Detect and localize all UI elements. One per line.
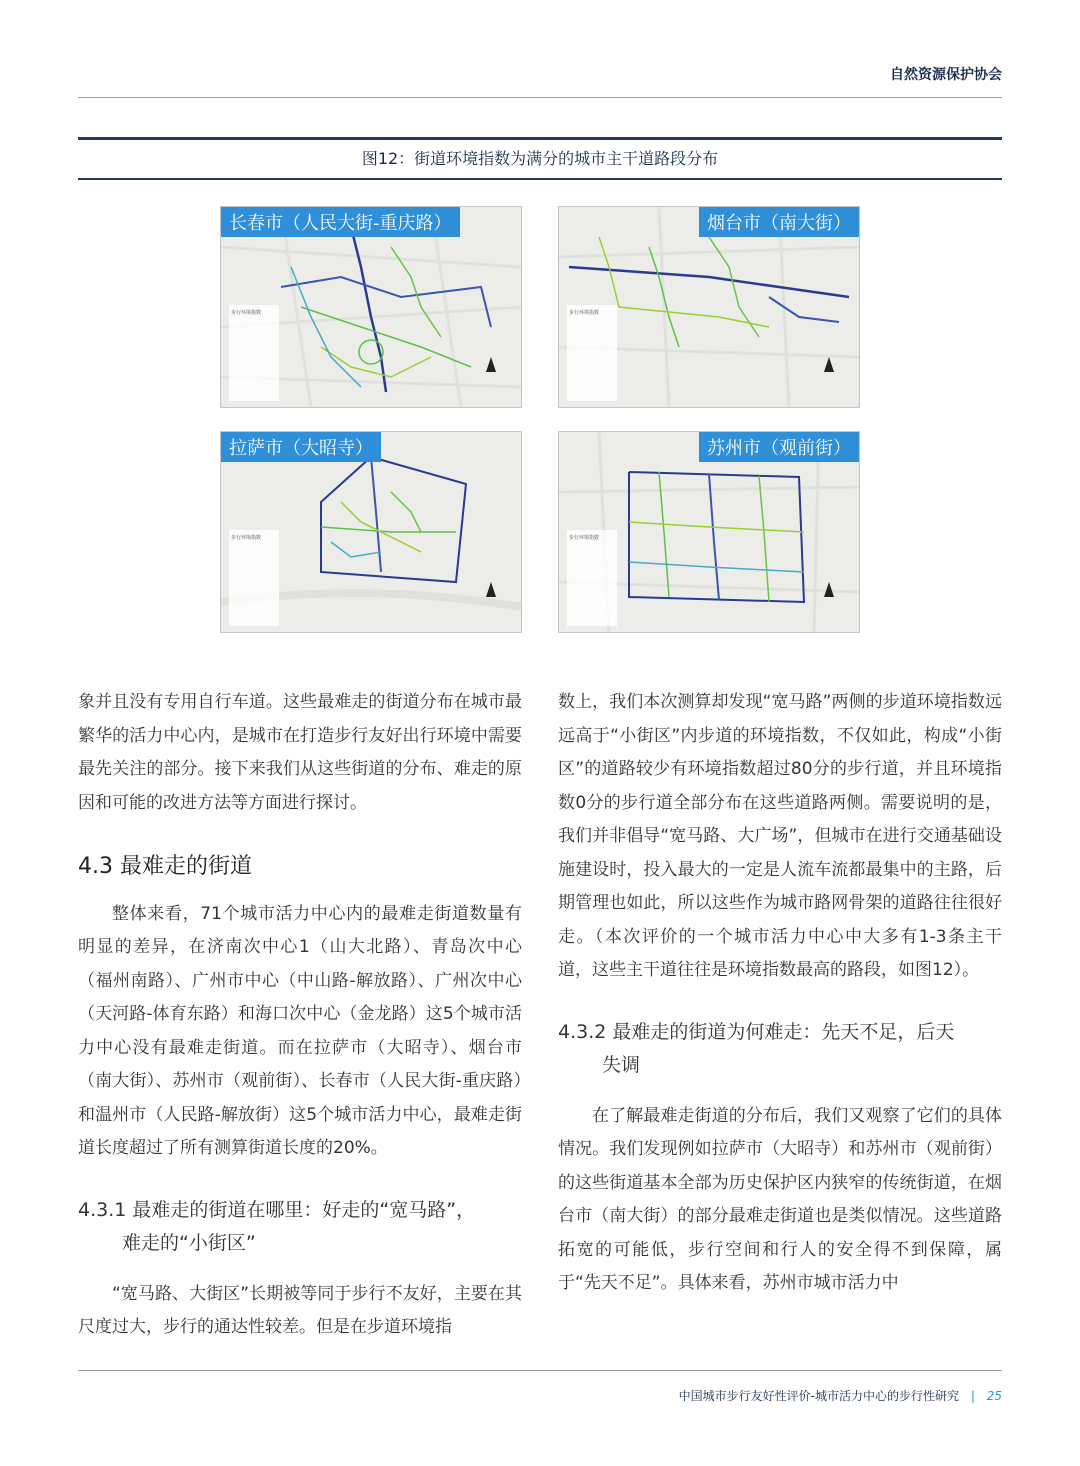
page-number: 25 xyxy=(986,1389,1002,1403)
map-title: 长春市（人民大街-重庆路） xyxy=(221,207,460,237)
paragraph: 象并且没有专用自行车道。这些最难走的街道分布在城市最繁华的活力中心内，是城市在打造步行友好出行环境中需要最先关注的部分。接下来我们从这些街道的分布、难走的原因和可能的改进方法等方面进行探讨。 xyxy=(78,692,522,813)
map-title: 烟台市（南大街） xyxy=(699,207,859,237)
legend-title: 步行环境指数 xyxy=(231,310,262,316)
subsection-heading xyxy=(78,1194,522,1260)
paragraph: “宽马路、大街区”长期被等同于步行不友好，主要在其尺度过大，步行的通达性较差。但是在步道环境指 xyxy=(78,1283,522,1337)
legend-title: 步行环境指数 xyxy=(569,535,600,541)
organization-name: 自然资源保护协会 xyxy=(890,67,1002,83)
section-heading: 4.3 最难走的街道 xyxy=(78,854,252,879)
map-suzhou xyxy=(558,431,860,633)
footer-title: 中国城市步行友好性评价-城市活力中心的步行性研究 xyxy=(678,1389,960,1403)
footer xyxy=(679,1387,1002,1404)
map-suzhou-graphic xyxy=(559,432,859,632)
subsection-heading-line2: 难走的“小街区” xyxy=(122,1231,256,1254)
map-title: 拉萨市（大昭寺） xyxy=(221,432,381,462)
figure-bottom-rule xyxy=(78,178,1002,180)
legend-title: 步行环境指数 xyxy=(569,310,600,316)
legend-title: 步行环境指数 xyxy=(231,535,262,541)
map-yantai-graphic xyxy=(559,207,859,407)
paragraph: 数上，我们本次测算却发现“宽马路”两侧的步道环境指数远远高于“小街区”内步道的环境指数，不仅如此，构成“小街区”的道路较少有环境指数超过80分的步行道，并且环境指数0分的步行道全部分布在这些道路两侧。需要说明的是，我们并非倡导“宽马路、大广场”，但城市在进行交通基础设施建设时，投入最大的一定是人流车流都最集中的主路，后期管理也如此，所以这些作为城市路网骨架的道路往往很好走。（本次评价的一个城市活力中心中大多有1-3条主干道，这些主干道往往是环境指数最高的路段，如图12）。 xyxy=(558,692,1002,980)
map-changchun xyxy=(220,206,522,408)
right-column xyxy=(558,686,1002,1301)
figure-top-rule xyxy=(78,137,1002,140)
figure-caption: 图12：街道环境指数为满分的城市主干道路段分布 xyxy=(361,149,719,168)
map-title: 苏州市（观前街） xyxy=(699,432,859,462)
paragraph: 整体来看，71个城市活力中心内的最难走街道数量有明显的差异，在济南次中心1（山大北路）、青岛次中心（福州南路）、广州市中心（中山路-解放路）、广州次中心（天河路-体育东路）和海口次中心（金龙路）这5个城市活力中心没有最难走街道。而在拉萨市（大昭寺）、烟台市（南大街）、苏州市（观前街）、长春市（人民大街-重庆路）和温州市（人民路-解放街）这5个城市活力中心，最难走街道长度超过了所有测算街道长度的20%。 xyxy=(78,903,522,1158)
footer-separator: | xyxy=(970,1389,975,1403)
paragraph: 在了解最难走街道的分布后，我们又观察了它们的具体情况。我们发现例如拉萨市（大昭寺）和苏州市（观前街）的这些街道基本全部为历史保护区内狭窄的传统街道，在烟台市（南大街）的部分最难走街道也是类似情况。这些道路拓宽的可能低，步行空间和行人的安全得不到保障，属于“先天不足”。具体来看，苏州市城市活力中 xyxy=(558,1105,1002,1293)
subsection-heading-line1: 4.3.2 最难走的街道为何难走：先天不足，后天 xyxy=(558,1020,955,1043)
subsection-heading-line2: 失调 xyxy=(602,1053,641,1076)
header-divider xyxy=(78,97,1002,98)
map-lhasa xyxy=(220,431,522,633)
subsection-heading xyxy=(558,1016,1002,1082)
map-changchun-graphic xyxy=(221,207,521,407)
map-lhasa-graphic xyxy=(221,432,521,632)
left-column xyxy=(78,686,522,1345)
subsection-heading-line1: 4.3.1 最难走的街道在哪里：好走的“宽马路”， xyxy=(78,1198,476,1221)
footer-divider xyxy=(78,1370,1002,1371)
map-yantai xyxy=(558,206,860,408)
